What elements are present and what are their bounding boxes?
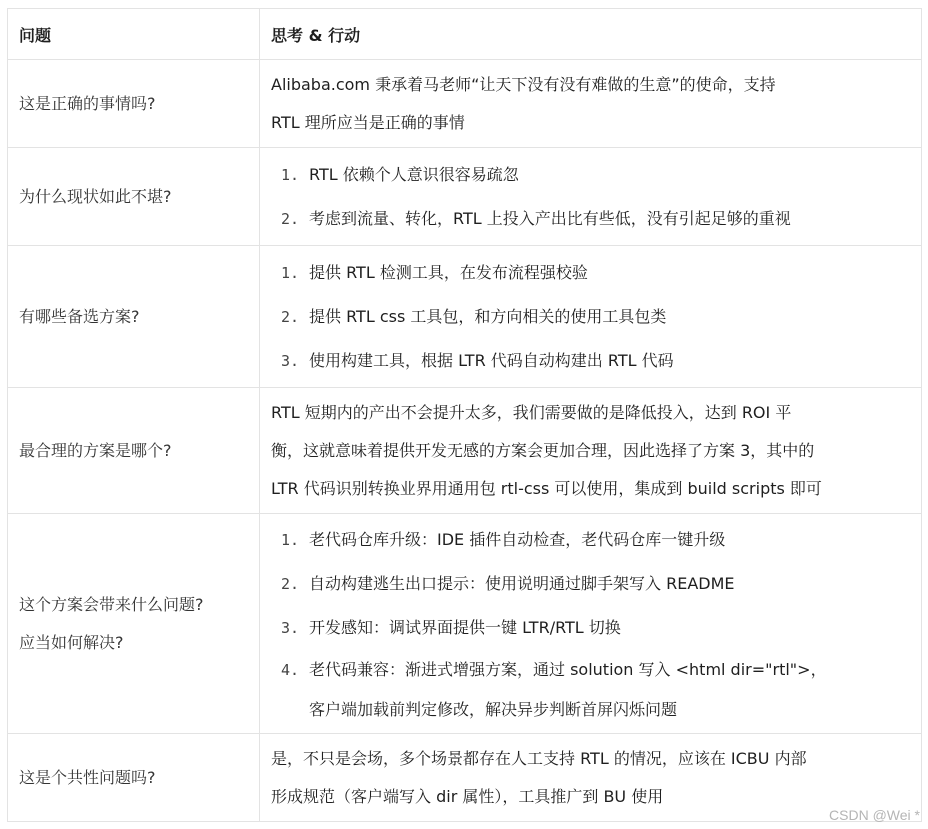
answer-line: 形成规范（客户端写入 dir 属性），工具推广到 BU 使用	[271, 786, 664, 806]
question-text: 这是个共性问题吗?	[19, 767, 156, 787]
list-text: 提供 RTL css 工具包，和方向相关的使用工具包类	[309, 306, 667, 326]
answer-cell	[260, 514, 922, 734]
answer-line: LTR 代码识别转换业界用通用包 rtl-css 可以使用，集成到 build scripts 即可	[271, 478, 822, 498]
list-item	[271, 339, 910, 383]
list-number: 1.	[281, 263, 300, 282]
answer-list	[271, 518, 910, 730]
question-text: 应当如何解决?	[19, 632, 124, 652]
answer-line: 是，不只是会场，多个场景都存在人工支持 RTL 的情况，应该在 ICBU 内部	[271, 748, 807, 768]
question-cell	[8, 60, 260, 148]
question-text: 最合理的方案是哪个?	[19, 440, 172, 460]
table-row	[8, 148, 922, 246]
list-item	[271, 562, 910, 606]
answer-cell	[260, 734, 922, 822]
list-text: 使用构建工具，根据 LTR 代码自动构建出 RTL 代码	[309, 350, 674, 370]
list-item	[271, 251, 910, 295]
list-text: RTL 依赖个人意识很容易疏忽	[309, 164, 519, 184]
question-cell	[8, 734, 260, 822]
answer-line: Alibaba.com 秉承着马老师“让天下没有没有难做的生意”的使命，支持	[271, 74, 776, 94]
list-number: 1.	[281, 165, 300, 184]
list-number: 2.	[281, 307, 300, 326]
question-text: 为什么现状如此不堪?	[19, 186, 172, 206]
answer-cell	[260, 388, 922, 514]
watermark: CSDN @Wei *	[829, 807, 920, 823]
table-row	[8, 388, 922, 514]
answer-line: 衡，这就意味着提供开发无感的方案会更加合理，因此选择了方案 3，其中的	[271, 440, 815, 460]
list-item	[271, 650, 910, 730]
list-number: 4.	[281, 660, 300, 679]
question-text: 有哪些备选方案?	[19, 306, 140, 326]
question-cell	[8, 246, 260, 388]
answer-cell	[260, 148, 922, 246]
list-item	[271, 518, 910, 562]
list-item	[271, 295, 910, 339]
question-text: 这是正确的事情吗?	[19, 93, 156, 113]
table-row	[8, 246, 922, 388]
list-number: 2.	[281, 574, 300, 593]
list-text-line: 老代码兼容：渐进式增强方案，通过 solution 写入 <html dir="rtl">，	[309, 659, 827, 679]
list-number: 3.	[281, 618, 300, 637]
header-question: 问题	[8, 9, 260, 60]
answer-cell	[260, 246, 922, 388]
list-number: 3.	[281, 351, 300, 370]
answer-list	[271, 153, 910, 241]
answer-line: RTL 短期内的产出不会提升太多，我们需要做的是降低投入，达到 ROI 平	[271, 402, 792, 422]
qa-table	[7, 8, 922, 822]
list-text: 自动构建逃生出口提示：使用说明通过脚手架写入 README	[309, 573, 735, 593]
list-text: 开发感知：调试界面提供一键 LTR/RTL 切换	[309, 617, 621, 637]
list-item	[271, 197, 910, 241]
table-row	[8, 60, 922, 148]
list-item	[271, 153, 910, 197]
answer-list	[271, 251, 910, 383]
question-text: 这个方案会带来什么问题?	[19, 594, 204, 614]
list-number: 2.	[281, 209, 300, 228]
list-text: 考虑到流量、转化，RTL 上投入产出比有些低，没有引起足够的重视	[309, 208, 791, 228]
list-text: 提供 RTL 检测工具，在发布流程强校验	[309, 262, 588, 282]
header-row	[8, 9, 922, 60]
answer-cell	[260, 60, 922, 148]
list-number: 1.	[281, 530, 300, 549]
header-action: 思考 & 行动	[260, 9, 922, 60]
table-row	[8, 734, 922, 822]
question-cell	[8, 148, 260, 246]
list-text: 老代码仓库升级：IDE 插件自动检查，老代码仓库一键升级	[309, 529, 726, 549]
list-text	[309, 650, 827, 730]
question-cell	[8, 514, 260, 734]
answer-line: RTL 理所应当是正确的事情	[271, 112, 465, 132]
list-text-line: 客户端加载前判定修改，解决异步判断首屏闪烁问题	[309, 699, 678, 719]
question-cell	[8, 388, 260, 514]
table-row	[8, 514, 922, 734]
list-item	[271, 606, 910, 650]
